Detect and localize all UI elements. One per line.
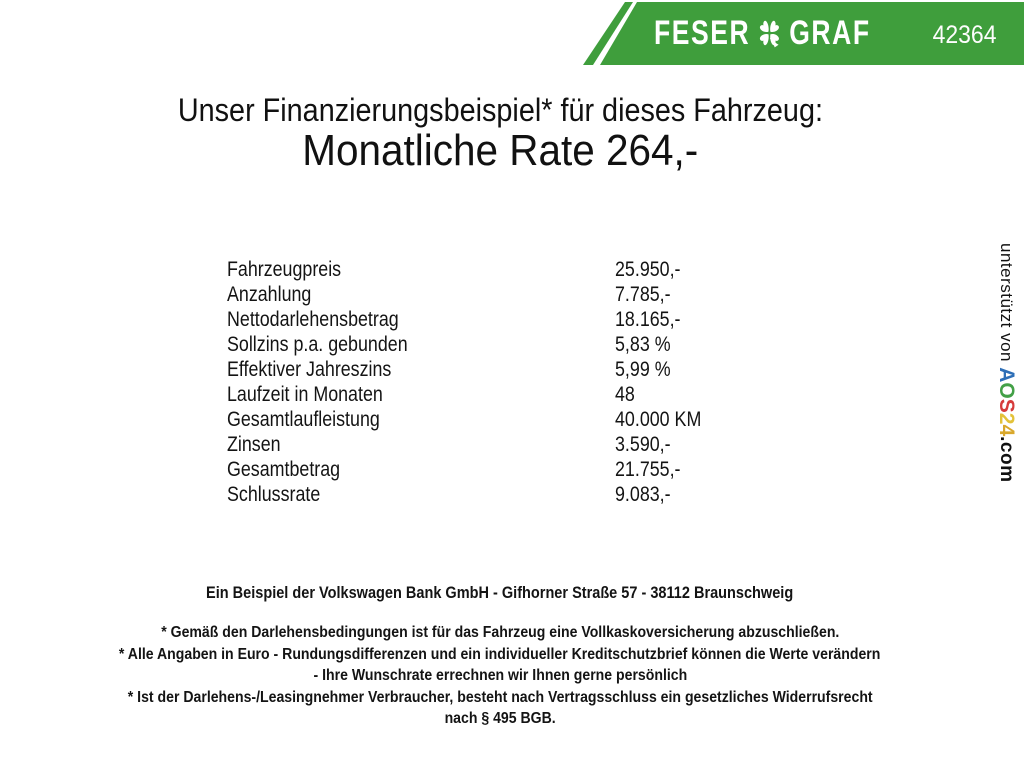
legal-note-line: * Ist der Darlehens-/Leasingnehmer Verbraucher, besteht nach Vertragsschluss ein gesetzliches Widerrufsrecht bbox=[127, 688, 873, 706]
row-value: 21.755,- bbox=[615, 457, 681, 481]
monthly-rate-title: Monatliche Rate 264,- bbox=[301, 126, 699, 175]
table-row bbox=[227, 457, 717, 482]
table-row bbox=[227, 307, 717, 332]
legal-notes bbox=[0, 622, 1000, 730]
row-label: Zinsen bbox=[227, 432, 281, 456]
vehicle-number: 42364 bbox=[933, 21, 997, 49]
row-value: 3.590,- bbox=[615, 432, 671, 456]
row-label: Nettodarlehensbetrag bbox=[227, 307, 399, 331]
row-value: 40.000 KM bbox=[615, 407, 702, 431]
aos-letter: S bbox=[995, 398, 1018, 413]
bank-example-line: Ein Beispiel der Volkswagen Bank GmbH - Gifhorner Straße 57 - 38112 Braunschweig bbox=[206, 584, 794, 602]
table-row bbox=[227, 407, 717, 432]
aos-letter: 2 bbox=[995, 412, 1018, 425]
row-value: 7.785,- bbox=[615, 282, 671, 306]
row-value: 5,99 % bbox=[615, 357, 671, 381]
table-row bbox=[227, 432, 717, 457]
brand-name-left: FESER bbox=[654, 13, 751, 52]
row-value: 9.083,- bbox=[615, 482, 671, 506]
row-label: Sollzins p.a. gebunden bbox=[227, 332, 408, 356]
table-row bbox=[227, 357, 717, 382]
row-value: 18.165,- bbox=[615, 307, 681, 331]
legal-note-line: nach § 495 BGB. bbox=[444, 710, 556, 727]
table-row bbox=[227, 257, 717, 282]
row-value: 5,83 % bbox=[615, 332, 671, 356]
aos-letter: 4 bbox=[995, 424, 1018, 437]
aos24-logo bbox=[995, 367, 1018, 436]
row-value: 25.950,- bbox=[615, 257, 681, 281]
brand-logo bbox=[654, 11, 871, 55]
row-label: Fahrzeugpreis bbox=[227, 257, 342, 281]
brand-name-right: GRAF bbox=[789, 13, 871, 52]
aos24-domain-suffix: .com bbox=[996, 436, 1017, 483]
aos-letter: A bbox=[995, 367, 1018, 383]
table-row bbox=[227, 382, 717, 407]
supported-by-strip bbox=[994, 243, 1018, 483]
legal-note-line: * Alle Angaben in Euro - Rundungsdifferenzen und ein individueller Kreditschutzbrief können die Werte verändern bbox=[119, 645, 881, 663]
row-label: Schlussrate bbox=[227, 482, 321, 506]
page-title: Unser Finanzierungsbeispiel* für dieses Fahrzeug: bbox=[177, 92, 823, 128]
clover-icon bbox=[756, 12, 784, 54]
row-label: Laufzeit in Monaten bbox=[227, 382, 383, 406]
legal-note-line: - Ihre Wunschrate errechnen wir Ihnen gerne persönlich bbox=[313, 667, 687, 684]
row-value: 48 bbox=[615, 382, 635, 406]
supported-by-label: unterstützt von bbox=[997, 243, 1016, 368]
row-label: Anzahlung bbox=[227, 282, 312, 306]
row-label: Gesamtlaufleistung bbox=[227, 407, 380, 431]
finance-table bbox=[227, 257, 717, 507]
table-row bbox=[227, 482, 717, 507]
table-row bbox=[227, 282, 717, 307]
row-label: Gesamtbetrag bbox=[227, 457, 341, 481]
aos-letter: O bbox=[995, 382, 1018, 399]
row-label: Effektiver Jahreszins bbox=[227, 357, 392, 381]
table-row bbox=[227, 332, 717, 357]
legal-note-line: * Gemäß den Darlehensbedingungen ist für das Fahrzeug eine Vollkaskoversicherung abzuschließen. bbox=[160, 624, 840, 641]
